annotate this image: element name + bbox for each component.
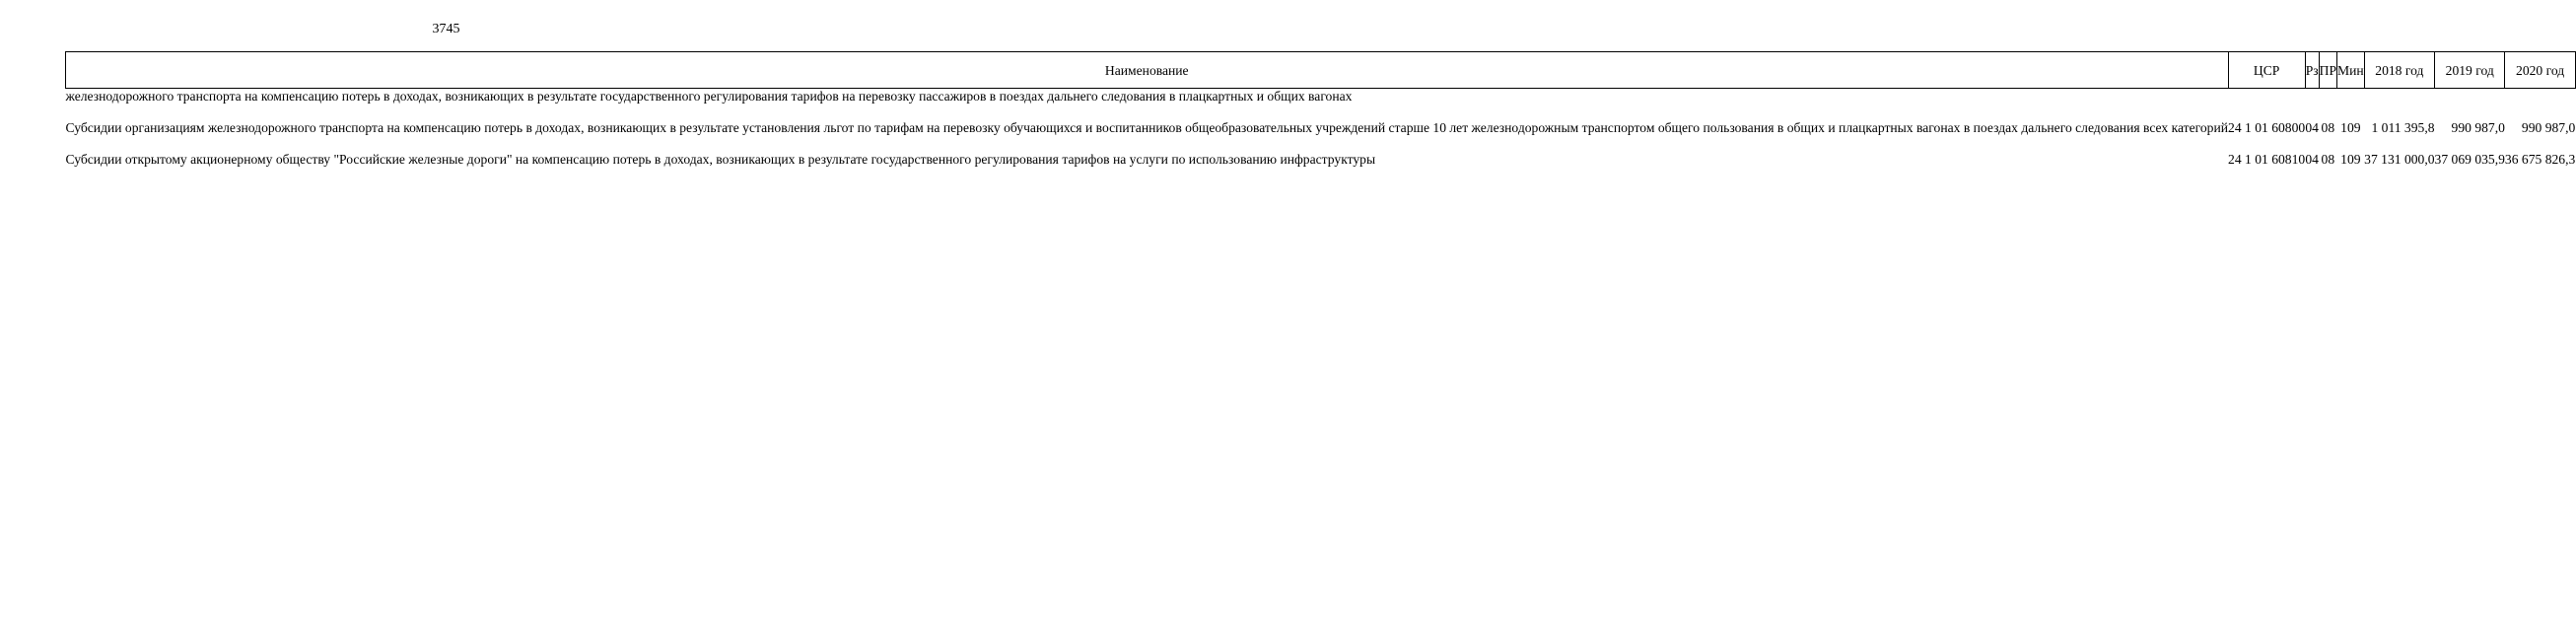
header-rz: Рз bbox=[2305, 52, 2319, 89]
header-2020: 2020 год bbox=[2505, 52, 2575, 89]
row-2020: 990 987,0 bbox=[2521, 120, 2576, 135]
header-2019: 2019 год bbox=[2435, 52, 2505, 89]
row-2018: 37 131 000,0 bbox=[2364, 152, 2435, 167]
table-row bbox=[66, 104, 2576, 135]
header-min: Мин bbox=[2337, 52, 2365, 89]
table-row bbox=[66, 89, 2576, 105]
row-rz: 04 bbox=[2305, 120, 2319, 135]
header-2018: 2018 год bbox=[2364, 52, 2434, 89]
row-pr: 08 bbox=[2321, 120, 2335, 135]
budget-table bbox=[65, 51, 2576, 167]
table-header bbox=[66, 52, 2576, 89]
table-row bbox=[66, 135, 2576, 167]
row-min: 109 bbox=[2340, 120, 2361, 135]
row-2019 bbox=[2435, 89, 2505, 105]
row-2019: 37 069 035,9 bbox=[2434, 152, 2505, 167]
row-csr bbox=[2228, 89, 2305, 105]
header-name: Наименование bbox=[66, 52, 2229, 89]
row-name: Субсидии организациям железнодорожного транспорта на компенсацию потерь в доходах, возникающих в результате установления льгот по тарифам на перевозку обучающихся и воспитанников общеобразовательных учреждений старше 10 лет железнодорожным транспортом общего пользования в общих и плацкартных вагонах в поездах дальнего следования всех категорий bbox=[65, 120, 2229, 135]
row-name: Субсидии открытому акционерному обществу "Российские железные дороги" на компенсацию потерь в доходах, возникающих в результате государственного регулирования тарифов на услуги по использованию инфраструктуры bbox=[65, 152, 1376, 167]
row-min bbox=[2337, 89, 2365, 105]
row-csr: 24 1 01 60810 bbox=[2228, 152, 2306, 167]
row-2018: 1 011 395,8 bbox=[2371, 120, 2435, 135]
row-2020 bbox=[2505, 89, 2575, 105]
row-2018 bbox=[2364, 89, 2434, 105]
page-number: 3745 bbox=[432, 22, 460, 36]
row-pr: 08 bbox=[2321, 152, 2335, 167]
row-min: 109 bbox=[2340, 152, 2361, 167]
header-pr: ПР bbox=[2319, 52, 2336, 89]
row-2020: 36 675 826,3 bbox=[2504, 152, 2576, 167]
row-csr: 24 1 01 60800 bbox=[2228, 120, 2306, 135]
row-pr bbox=[2319, 89, 2336, 105]
row-name: железнодорожного транспорта на компенсацию потерь в доходах, возникающих в результате государственного регулирования тарифов на перевозку пассажиров в поездах дальнего следования в плацкартных и общих вагонах bbox=[65, 89, 1353, 104]
header-csr: ЦСР bbox=[2228, 52, 2305, 89]
row-rz: 04 bbox=[2305, 152, 2319, 167]
row-rz bbox=[2305, 89, 2319, 105]
row-2019: 990 987,0 bbox=[2451, 120, 2505, 135]
